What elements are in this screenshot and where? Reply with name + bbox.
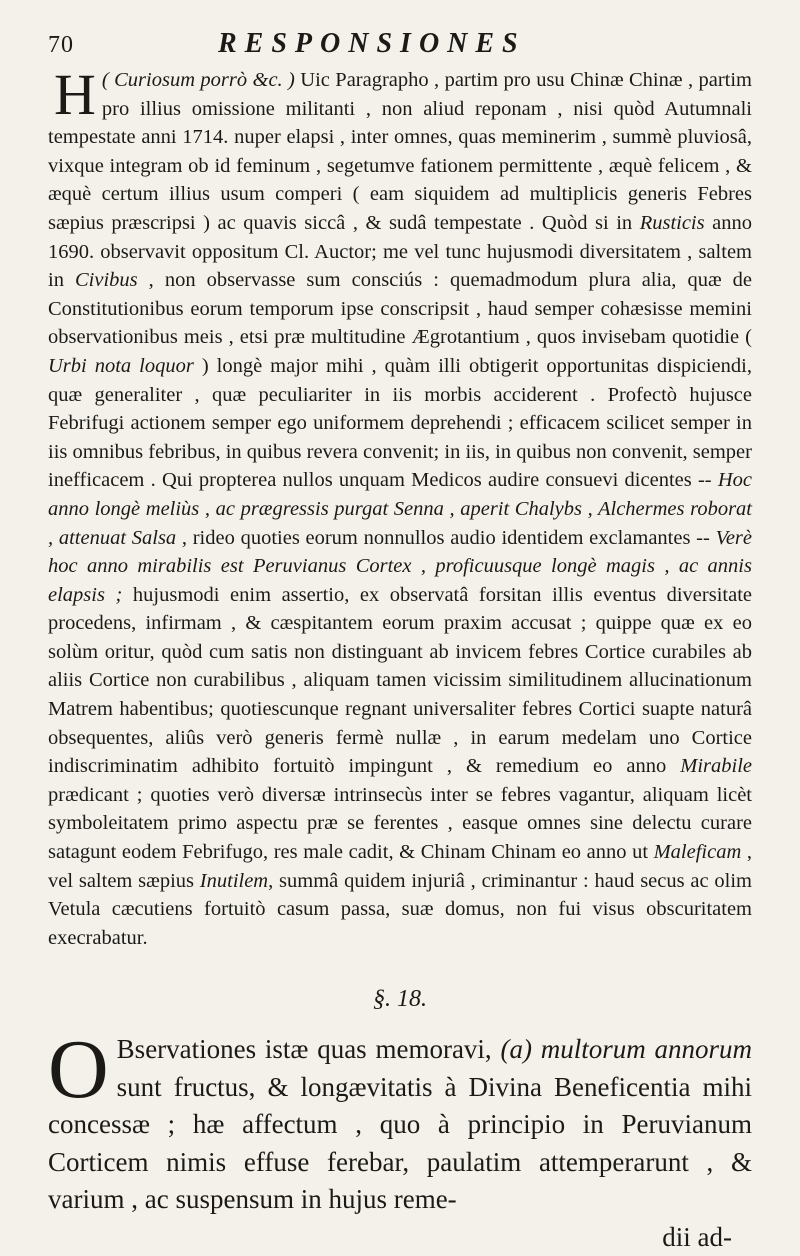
p1-italic-7: Maleficam bbox=[653, 841, 742, 864]
p1-text-4: ) longè major mihi , quàm illi obtigerit opportunitas dispiciendi, quæ generaliter , quæ peculiariter in iis morbis acciderent . Profectò hujusce Febrifugi actionem semper ego uniformem deprehendi ; efficacem scilicet semper in iis omnibus febribus, in quibus revera convenit; in iis, in quibus non convenit, semper inefficacem . Qui propterea nullos unquam Medicos audire consuevi dicentes -- bbox=[48, 354, 752, 492]
p1-italic-4: Hoc anno longè meliùs , ac prægressis purgat Senna , aperit Chalybs , Alchermes roborat , attenuat Salsa bbox=[48, 469, 752, 549]
drop-cap-h: H bbox=[54, 62, 96, 127]
drop-cap-o: O bbox=[48, 1023, 109, 1117]
p1-text-8: , vel saltem sæpius bbox=[48, 841, 752, 892]
p1-italic-3: Urbi nota loquor bbox=[48, 354, 194, 377]
p1-text-3: , non observasse sum consciús : quemadmodum plura alia, quæ de Constitutionibus eorum temporum ipse conscripsit , haud semper cohæsisse memini observationibus meis , etsi præ multitudine Ægrotantium , quos invisebam quotidie ( bbox=[48, 269, 752, 349]
page-header bbox=[48, 28, 752, 62]
p1-text-5: , rideo quoties eorum nonnullos audio identidem exclamantes -- bbox=[176, 526, 716, 549]
running-head: RESPONSIONES bbox=[218, 28, 526, 59]
p1-text-9: , summâ quidem injuriâ , criminantur : haud secus ac olim Vetula cæcutiens fortuitò casum passa, suæ domus, non fui visus obscuritatem execrabatur. bbox=[48, 869, 752, 949]
p1-text-1: Uic Paragrapho , partim pro usu Chinæ Chinæ , partim pro illius omissione militanti , non aliud reponam , nisi quòd Autumnali tempestate anni 1714. nuper elapsi , inter omnes, quas meminerim , summè pluviosâ, vixque integram ob id feminum , segetumve fationem permittente , æquè felicem , & æquè certum illius usum comperi ( eam siquidem ad multiplicis generis Febres sæpius præscripsi ) ac quavis siccâ , & sudâ tempestate . Quòd si in bbox=[48, 69, 752, 234]
p2-footnote-ref: (a) multorum annorum bbox=[500, 1034, 752, 1065]
catchword: dii ad- bbox=[662, 1221, 732, 1252]
p1-text-7: prædicant ; quoties verò diversæ intrinsecùs inter se febres vagantur, aliquam licèt symboleitatem primo aspectu præ se ferentes , easque omnes sine delectu curare satagunt eodem Febrifugo, res male cadit, & Chinam Chinam eo anno ut bbox=[48, 783, 752, 864]
paragraph-1 bbox=[48, 62, 752, 952]
p1-italic-5: Verè hoc anno mirabilis est Peruvianus Cortex , proficuusque longè magis , ac annis elapsis ; bbox=[48, 526, 752, 606]
p1-text-2: anno 1690. observavit oppositum Cl. Auctor; me vel tunc hujusmodi diversitatem , saltem in bbox=[48, 211, 752, 292]
p1-italic-8: Inutilem bbox=[199, 869, 269, 892]
page-number: 70 bbox=[48, 32, 74, 58]
section-number: §. 18. bbox=[373, 986, 427, 1013]
p1-text-6: hujusmodi enim assertio, ex observatâ forsitan illis eventus diversitate procedens, infirmam , & cæspitantem eorum praxim accusat ; quippe quæ ex eo solùm oritur, quòd cum satis non distinguant ab invicem febres Cortice curabiles ab aliis Cortice non curabilibus , aliquam tamen vicissim similitudinem allucinationum Matrem habentibus; quotiescunque regnant universaliter febres Cortici suapte naturâ obsequentes, aliûs verò generis fermè nullæ , in earum medelam uno Cortice indiscriminatim adhibito fortuitò impingunt , & remedium eo anno bbox=[48, 583, 752, 778]
p2-text-2: sunt fructus, & longævitatis à Divina Beneficentia mihi concessæ ; hæ affectum , quo à principio in Peruvianum Corticem nimis effuse ferebar, paulatim attemperarunt , & varium , ac suspensum in hujus reme- bbox=[48, 1071, 752, 1215]
p1-italic-6: Mirabile bbox=[680, 755, 752, 778]
p2-text-1: Bservationes istæ quas memoravi, bbox=[116, 1034, 501, 1065]
margin-reference: ( Curiosum porrò &c. ) bbox=[101, 69, 295, 91]
paragraph-2 bbox=[48, 1023, 752, 1219]
p1-italic-1: Rusticis bbox=[639, 211, 705, 234]
p1-italic-2: Civibus bbox=[74, 269, 138, 292]
